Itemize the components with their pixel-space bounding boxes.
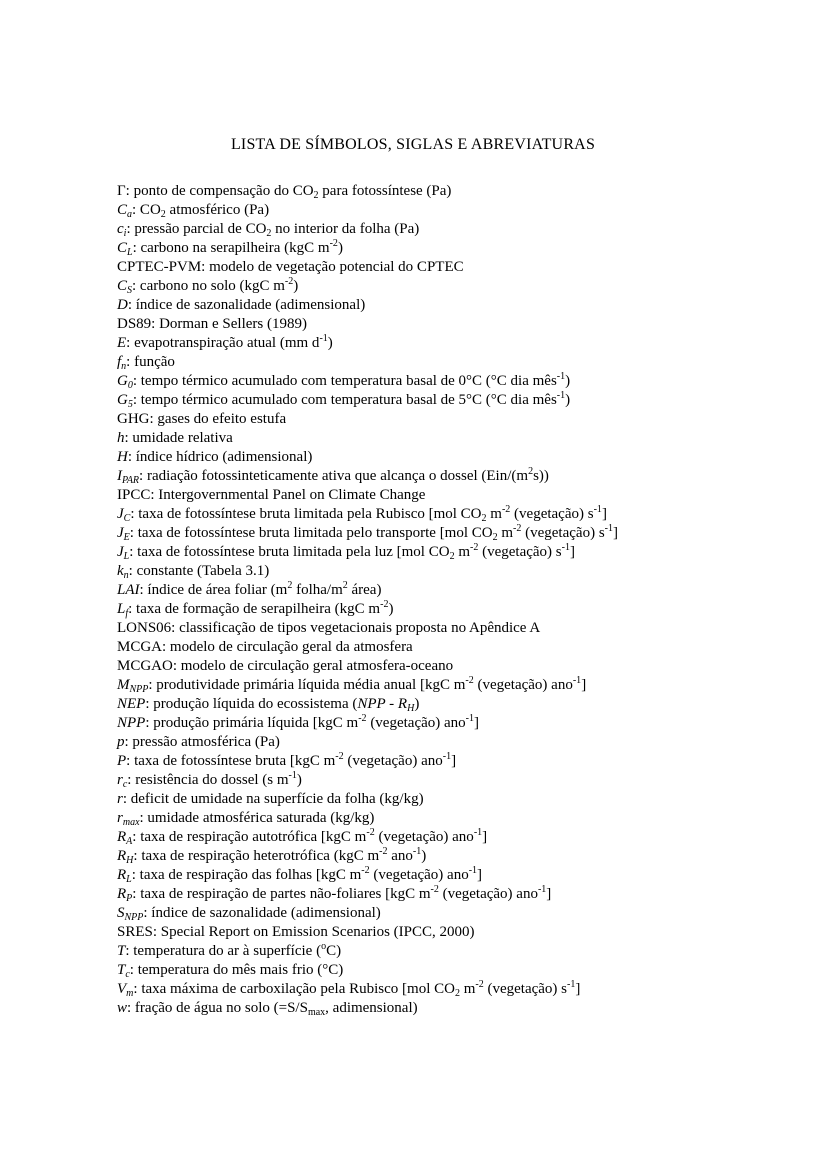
entry-text: ) [337,240,343,256]
subscript-text: n [121,361,127,372]
entry-text: : índice de sazonalidade (adimensional) [143,905,381,921]
entry-text: MCGA: modelo de circulação geral da atmosfera [117,639,413,655]
entry-text: (vegetação) ano [473,677,573,693]
subscript-text: max [122,817,140,828]
subscript-text: 2 [160,209,166,220]
subscript-text: c [122,779,128,790]
entry-text: : índice de área foliar (m [139,582,288,598]
subscript-text: i [123,228,127,239]
entry-text: : tempo térmico acumulado com temperatura basal de 5°C (°C dia mês [132,392,557,408]
subscript-text: n [123,570,129,581]
entry-text: ] [569,544,575,560]
symbol-entry [117,581,807,600]
entry-text: ] [451,753,457,769]
entry-text: LONS06: classificação de tipos vegetacionais proposta no Apêndice A [117,620,541,636]
symbol-text: r [117,772,123,788]
entry-text: DS89: Dorman e Sellers (1989) [117,316,307,332]
superscript-text: -2 [475,979,484,990]
symbol-entry [117,372,807,391]
superscript-text: -2 [380,599,389,610]
entry-text: ) [565,373,571,389]
superscript-text: 2 [528,466,534,477]
symbol-entry [117,866,807,885]
entry-text: atmosférico (Pa) [165,202,270,218]
subscript-text: 0 [127,380,133,391]
subscript-text: max [307,1007,326,1018]
entry-text: : deficit de umidade na superfície da folha (kg/kg) [122,791,424,807]
entry-text: ) [327,335,333,351]
symbol-text: T [117,943,126,959]
symbol-text: LAI [117,582,140,598]
superscript-text: -1 [288,770,297,781]
superscript-text: -2 [430,884,439,895]
entry-text: ) [296,772,302,788]
symbol-entry [117,942,807,961]
subscript-text: m [126,988,134,999]
superscript-text: -1 [604,523,614,534]
entry-text: IPCC: Intergovernmental Panel on Climate Change [117,487,426,503]
superscript-text: -2 [379,846,388,857]
superscript-text: -1 [537,884,547,895]
subscript-text: a [127,209,133,220]
superscript-text: -1 [465,713,475,724]
entry-text: : CO [132,202,161,218]
symbol-text: NEP [117,696,146,712]
entry-text: : constante (Tabela 3.1) [128,563,270,579]
superscript-text: -1 [561,542,570,553]
symbol-entry [117,220,807,239]
entry-text: ) [388,601,394,617]
symbol-entry [117,695,807,714]
entry-text: : temperatura do ar à superfície ( [125,943,322,959]
entry-text: Γ [117,183,126,199]
symbol-text: NPP - R [357,696,408,712]
symbol-entry [117,885,807,904]
entry-text: : carbono no solo (kgC m [132,278,285,294]
entry-text: ] [575,981,581,997]
subscript-text: NPP [124,912,144,923]
symbol-entry [117,239,807,258]
symbol-text: f [117,354,122,370]
superscript-text: -2 [513,523,522,534]
superscript-text: -1 [556,371,566,382]
symbol-entry [117,600,807,619]
entry-text: : taxa de respiração heterotrófica (kgC m [133,848,380,864]
subscript-text: 2 [313,190,319,201]
entry-text: SRES: Special Report on Emission Scenarios (IPCC, 2000) [117,924,475,940]
symbol-text: R [117,848,127,864]
entry-text: (vegetação) ano [438,886,538,902]
entry-text: ) [293,278,299,294]
entry-text: : produção líquida do ecossistema ( [145,696,358,712]
entry-text: : função [126,354,175,370]
entry-text: (vegetação) s [483,981,568,997]
symbol-entry [117,714,807,733]
entry-text: : índice hídrico (adimensional) [127,449,313,465]
entry-text: : tempo térmico acumulado com temperatura basal de 0°C (°C dia mês [132,373,557,389]
entry-text: folha/m [292,582,343,598]
entry-text: : pressão parcial de CO [126,221,267,237]
entry-text: ] [474,715,480,731]
superscript-text: -1 [468,865,478,876]
superscript-text: -1 [593,504,602,515]
symbol-entry [117,429,807,448]
subscript-text: H [407,703,415,714]
superscript-text: -2 [335,751,344,762]
subscript-text: A [126,836,133,847]
entry-text: : taxa de fotossíntese bruta [kgC m [126,753,336,769]
entry-text: (vegetação) s [510,506,594,522]
entry-text: m [486,506,502,522]
symbol-text: V [117,981,127,997]
entry-text: (vegetação) ano [366,715,466,731]
symbol-text: I [117,468,122,484]
symbol-text: C [117,240,128,256]
entry-text: ] [613,525,619,541]
entry-text: área) [347,582,382,598]
symbol-text: C [117,202,128,218]
subscript-text: P [126,893,133,904]
subscript-text: S [127,285,133,296]
entry-text: : pressão atmosférica (Pa) [124,734,280,750]
entry-text: ] [601,506,607,522]
symbol-text: G [117,373,128,389]
subscript-text: 2 [492,532,498,543]
symbol-entry [117,201,807,220]
symbol-text: G [117,392,128,408]
symbol-list [117,182,807,1018]
symbol-entry [117,334,807,353]
superscript-text: 2 [342,580,348,591]
symbol-entry [117,980,807,999]
symbol-entry [117,315,807,334]
superscript-text: -1 [319,333,328,344]
symbol-entry [117,733,807,752]
symbol-entry [117,277,807,296]
symbol-text: R [117,829,127,845]
entry-text: : taxa máxima de carboxilação pela Rubisco [mol CO [133,981,455,997]
subscript-text: NPP [129,684,149,695]
symbol-entry [117,638,807,657]
superscript-text: -1 [412,846,422,857]
entry-text: : temperatura do mês mais frio (°C) [129,962,344,978]
symbol-entry [117,258,807,277]
symbol-entry [117,904,807,923]
symbol-text: r [117,791,123,807]
entry-text: : fração de água no solo (=S/S [127,1000,308,1016]
subscript-text: 2 [266,228,272,239]
symbol-entry [117,486,807,505]
symbol-text: k [117,563,124,579]
symbol-entry [117,182,807,201]
entry-text: s)) [533,468,549,484]
symbol-text: H [117,449,128,465]
symbol-text: p [117,734,125,750]
symbol-entry [117,562,807,581]
symbol-text: c [117,221,124,237]
superscript-text: -2 [284,276,294,287]
superscript-text: 2 [287,580,293,591]
entry-text: : taxa de respiração de partes não-foliares [kgC m [132,886,431,902]
entry-text: (vegetação) s [478,544,562,560]
symbol-entry [117,923,807,942]
symbol-entry [117,790,807,809]
superscript-text: -2 [366,827,375,838]
entry-text: : produção primária líquida [kgC m [145,715,359,731]
superscript-text: -2 [361,865,370,876]
superscript-text: -1 [442,751,452,762]
symbol-text: R [117,886,127,902]
symbol-entry [117,448,807,467]
symbol-text: S [117,905,125,921]
symbol-text: R [117,867,127,883]
entry-text: : taxa de fotossíntese bruta limitada pelo transporte [mol CO [129,525,493,541]
symbol-text: J [117,544,124,560]
entry-text: CPTEC-PVM: modelo de vegetação potencial do CPTEC [117,259,464,275]
entry-text: : umidade atmosférica saturada (kg/kg) [139,810,375,826]
symbol-entry [117,676,807,695]
entry-text: GHG: gases do efeito estufa [117,411,287,427]
entry-text: m [459,981,476,997]
symbol-text: r [117,810,123,826]
entry-text: : taxa de fotossíntese bruta limitada pela Rubisco [mol CO [130,506,482,522]
entry-text: ) [565,392,571,408]
entry-text: : taxa de respiração autotrófica [kgC m [132,829,367,845]
superscript-text: -1 [473,827,483,838]
symbol-entry [117,961,807,980]
entry-text: (vegetação) ano [369,867,469,883]
symbol-entry [117,410,807,429]
symbol-entry [117,809,807,828]
entry-text: (vegetação) s [521,525,605,541]
entry-text: : índice de sazonalidade (adimensional) [127,297,366,313]
subscript-text: L [123,551,130,562]
entry-text: ano [387,848,413,864]
symbol-text: J [117,506,124,522]
symbol-entry [117,296,807,315]
entry-text: ] [546,886,552,902]
superscript-text: -2 [465,675,474,686]
symbol-entry [117,657,807,676]
entry-text: ] [581,677,587,693]
subscript-text: L [127,247,133,258]
symbol-text: J [117,525,124,541]
subscript-text: PAR [122,475,140,486]
entry-text: : taxa de fotossíntese bruta limitada pela luz [mol CO [129,544,450,560]
entry-text: para fotossíntese (Pa) [318,183,452,199]
symbol-entry [117,524,807,543]
entry-text: : radiação fotossinteticamente ativa que alcança o dossel (Ein/(m [139,468,529,484]
entry-text: : carbono na serapilheira (kgC m [132,240,330,256]
entry-text: ] [482,829,488,845]
symbol-text: T [117,962,126,978]
entry-text: : produtividade primária líquida média anual [kgC m [148,677,466,693]
subscript-text: f [125,608,129,619]
symbol-entry [117,752,807,771]
symbol-text: E [117,335,127,351]
symbol-text: M [117,677,130,693]
subscript-text: L [126,874,132,885]
symbol-text: P [117,753,127,769]
symbol-entry [117,353,807,372]
subscript-text: C [123,513,131,524]
superscript-text: o [321,941,327,952]
entry-text: m [497,525,514,541]
entry-text: : taxa de formação de serapilheira (kgC m [128,601,381,617]
symbol-text: C [117,278,128,294]
superscript-text: -2 [501,504,511,515]
entry-text: ] [477,867,483,883]
superscript-text: -1 [567,979,576,990]
superscript-text: -2 [329,238,338,249]
symbol-text: NPP [117,715,146,731]
symbol-entry [117,771,807,790]
subscript-text: E [123,532,130,543]
symbol-text: D [117,297,128,313]
entry-text: ) [414,696,420,712]
entry-text: ) [421,848,427,864]
superscript-text: -2 [358,713,367,724]
symbol-text: L [117,601,126,617]
entry-text: no interior da folha (Pa) [271,221,420,237]
superscript-text: -2 [470,542,479,553]
subscript-text: 2 [454,988,460,999]
entry-text: C) [326,943,342,959]
subscript-text: H [126,855,134,866]
entry-text: : evapotranspiração atual (mm d [126,335,320,351]
entry-text: (vegetação) ano [374,829,474,845]
superscript-text: -1 [556,390,566,401]
symbol-entry [117,999,807,1018]
entry-text: : resistência do dossel (s m [127,772,289,788]
subscript-text: 2 [449,551,455,562]
entry-text: , adimensional) [325,1000,418,1016]
symbol-entry [117,543,807,562]
subscript-text: 5 [127,399,133,410]
symbol-text: h [117,430,125,446]
symbol-entry [117,467,807,486]
entry-text: : ponto de compensação do CO [125,183,314,199]
symbol-entry [117,619,807,638]
symbol-entry [117,391,807,410]
superscript-text: -1 [572,675,582,686]
symbol-text: w [117,1000,128,1016]
page-title: LISTA DE SÍMBOLOS, SIGLAS E ABREVIATURAS [230,136,596,153]
symbol-entry [117,505,807,524]
symbol-entry [117,847,807,866]
entry-text: : umidade relativa [124,430,233,446]
subscript-text: 2 [481,513,487,524]
entry-text: MCGAO: modelo de circulação geral atmosfera-oceano [117,658,454,674]
symbol-entry [117,828,807,847]
entry-text: m [454,544,470,560]
subscript-text: c [125,969,130,980]
entry-text: (vegetação) ano [343,753,443,769]
entry-text: : taxa de respiração das folhas [kgC m [131,867,362,883]
